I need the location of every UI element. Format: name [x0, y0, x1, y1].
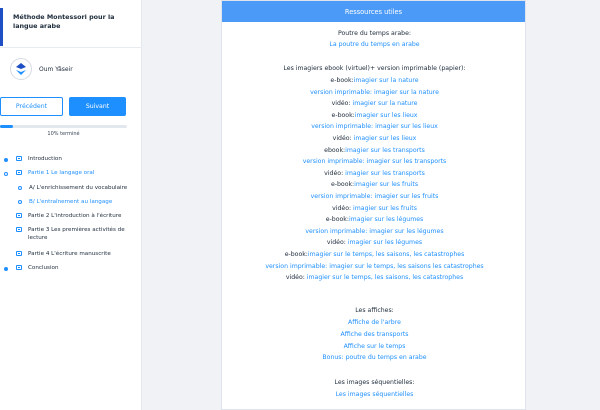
resource-type-label: e-book: [331, 111, 355, 119]
resource-link[interactable]: imagier sur les légumes [347, 239, 423, 247]
resource-row [222, 216, 527, 224]
resource-link[interactable]: Affiche des transports [340, 331, 409, 338]
resource-link[interactable]: version imprimable: imagier sur les légumes [305, 227, 444, 235]
resource-row [222, 193, 527, 201]
resource-link[interactable]: version imprimable: imagier sur le temps, les saisons les catastrophes [265, 262, 484, 270]
progress-bar [0, 125, 127, 128]
nav-item-label: Partie 4 L'écriture manuscrite [28, 251, 111, 257]
resource-type-label: vidéo: [332, 204, 354, 212]
nav-item-label: Introduction [28, 156, 62, 162]
progress-fill [0, 125, 13, 128]
resources-panel [221, 0, 526, 410]
resource-type-label: e-book: [284, 251, 308, 258]
lesson-icon [16, 156, 22, 161]
resource-link[interactable]: Les images séquentielles [335, 391, 414, 398]
resource-link[interactable]: imagier sur le temps, les saisons, les catastrophes [307, 251, 465, 258]
resource-row [222, 112, 527, 120]
resource-link[interactable]: imagier sur les transports [345, 146, 425, 154]
resource-link[interactable]: version imprimable: imagier sur les fruits [310, 193, 439, 200]
resource-link[interactable]: imagier sur les légumes [348, 216, 424, 224]
resource-link[interactable]: Affiche sur le temps [343, 343, 406, 350]
resource-link[interactable]: imagier sur les transports [345, 169, 425, 177]
section-heading: Les images séquentielles: [334, 379, 415, 386]
lesson-icon [16, 170, 22, 175]
lesson-icon [16, 213, 22, 218]
resource-type-label: e-book: [330, 77, 354, 84]
resource-link[interactable]: La poutre du temps en arabe [329, 41, 420, 48]
resource-row [222, 251, 527, 259]
resource-row [222, 228, 527, 236]
author-name: Oum Yâseir [39, 65, 73, 73]
resource-link[interactable]: imagier sur les lieux [353, 135, 417, 142]
lesson-icon [16, 265, 22, 270]
resource-row [222, 263, 527, 271]
section-heading: Les imagiers ebook (virtuel)+ version imprimable (papier): [283, 65, 466, 72]
resource-type-label: vidéo: [331, 100, 353, 108]
nav-item-label: Partie 2 L'introduction à l'écriture [28, 213, 122, 219]
status-dot [4, 172, 8, 176]
panel-header: Ressources utiles [222, 1, 525, 22]
resource-row [222, 89, 527, 97]
resource-row [222, 158, 527, 166]
section-heading: Poutre du temps arabe: [338, 30, 411, 37]
section-heading: Les affiches: [355, 307, 394, 314]
resource-row [222, 123, 527, 131]
resource-type-label: vidéo: [324, 169, 346, 177]
avatar [10, 58, 32, 80]
resource-row [222, 181, 527, 189]
resource-link[interactable]: imagier sur les lieux [354, 111, 418, 119]
resource-row [222, 135, 527, 143]
resource-link[interactable]: version imprimable: imagier sur les lieux [311, 123, 438, 131]
resource-type-label: vidéo: [332, 135, 354, 142]
resource-type-label: vidéo: [285, 274, 307, 282]
lesson-icon [16, 227, 22, 232]
previous-button[interactable]: Précédent [0, 97, 63, 116]
status-dot [18, 186, 22, 190]
resource-link[interactable]: Bonus: poutre du temps en arabe [322, 354, 427, 361]
resource-link[interactable]: version imprimable: imagier sur la nature [310, 88, 439, 96]
author[interactable] [10, 57, 73, 81]
resource-link[interactable]: imagier sur les fruits [354, 181, 419, 189]
resource-row [222, 274, 527, 282]
resource-link[interactable]: imagier sur la nature [352, 100, 418, 108]
resource-row [222, 77, 527, 85]
resource-row [222, 147, 527, 155]
status-dot [4, 267, 8, 271]
nav-item-label: A/ L'enrichissement du vocabulaire [29, 185, 128, 191]
resource-type-label: ebook: [324, 146, 346, 154]
course-title[interactable]: Méthode Montessori pour la langue arabe [0, 8, 140, 46]
progress-label: 10% terminé [47, 131, 80, 137]
resource-type-label: e-book: [325, 216, 349, 224]
course-sidebar [0, 0, 142, 410]
resource-link[interactable]: imagier sur le temps, les saisons, les catastrophes [306, 274, 464, 282]
resource-row [222, 100, 527, 108]
resource-link[interactable]: imagier sur la nature [353, 77, 419, 84]
resource-link[interactable]: version imprimable: imagier sur les transports [302, 158, 447, 166]
resource-type-label: e-book: [330, 181, 355, 189]
resource-link[interactable]: Affiche de l'arbre [348, 319, 401, 326]
divider [0, 47, 142, 48]
nav-item-label: Conclusion [28, 265, 59, 271]
logo-icon [14, 62, 28, 76]
nav-item-label: Partie 1 Le langage oral [28, 170, 95, 176]
resource-row [222, 170, 527, 178]
lesson-icon [16, 251, 22, 256]
next-button[interactable]: Suivant [69, 97, 126, 116]
resource-row [222, 205, 527, 213]
nav-item-label: B/ L'entraînement au langage [29, 199, 113, 205]
status-dot [4, 158, 8, 162]
status-dot [18, 200, 22, 204]
nav-item-label: Partie 3 Les premières activités de lecture [28, 227, 125, 241]
resource-link[interactable]: imagier sur les fruits [353, 204, 417, 212]
resource-type-label: vidéo: [326, 239, 348, 247]
resource-row [222, 239, 527, 247]
